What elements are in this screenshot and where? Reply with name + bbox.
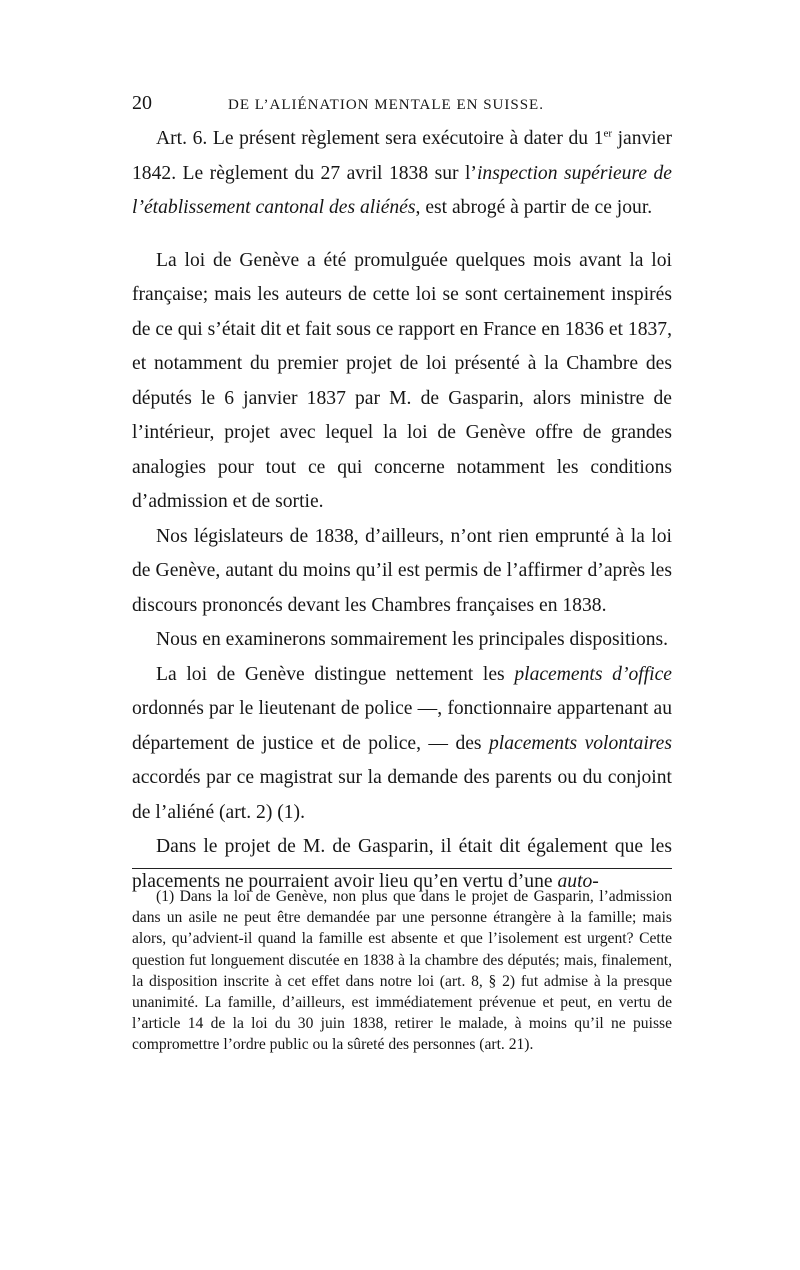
- page-number: 20: [132, 92, 152, 114]
- paragraph-geneva-law: La loi de Genève a été promulguée quelques mois avant la loi française; mais les auteurs de cette loi se sont certainement inspirés de ce qui s’était dit et fait sous ce rapport en France en 1836 et 1837, et notamment du premier projet de loi présenté à la Chambre des députés le 6 janvier 1837 par M. de Gasparin, alors ministre de l’intérieur, projet avec lequel la loi de Genève offre de grandes analogies pour tout ce qui concerne notamment les conditions d’admission et de sortie.: [132, 249, 672, 512]
- running-header: [132, 92, 672, 122]
- footnote: (1) Dans la loi de Genève, non plus que dans le projet de Gasparin, l’admission dans un asile ne peut être demandée par une personne étrangère à la famille; mais alors, qu’advient-il quand la famille est absente et que l’isolement est urgent? Cette question fut longuement discutée en 1838 à la chambre des députés; mais, finalement, la disposition inscrite à cet effet dans notre loi (art. 8, § 2) fut admise à la presque unanimité. La famille, d’ailleurs, est immédiatement prévenue et peut, en vertu de l’article 14 de la loi du 30 juin 1838, retirer le malade, à moins qu’il ne puisse compromettre l’ordre public ou la sûreté des personnes (art. 21).: [132, 888, 672, 1054]
- page-body: [132, 92, 672, 899]
- paragraph-legislators-1838: Nos législateurs de 1838, d’ailleurs, n’ont rien emprunté à la loi de Genève, autant du moins qu’il est permis de l’affirmer d’après les discours prononcés devant les Chambres françaises en 1838.: [132, 525, 672, 616]
- paragraph-placements: La loi de Genève distingue nettement les placements d’office ordonnés par le lieutenant de police —, fonctionnaire appartenant au département de justice et de police, — des placements volontaires accordés par ce magistrat sur la demande des parents ou du conjoint de l’aliéné (art. 2) (1).: [132, 663, 673, 823]
- footnote-divider: [132, 868, 672, 869]
- paragraph-gasparin-project: Dans le projet de M. de Gasparin, il était dit également que les placements ne pourraient avoir lieu qu’en vertu d’une auto-: [132, 836, 672, 892]
- running-title: DE L’ALIÉNATION MENTALE EN SUISSE.: [228, 97, 544, 113]
- paragraph-dispositions: Nous en examinerons sommairement les principales dispositions.: [156, 629, 669, 650]
- paragraph-article-6: Art. 6. Le présent règlement sera exécutoire à dater du 1er janvier 1842. Le règlement du 27 avril 1838 sur l’inspection supérieure de l’établissement cantonal des aliénés, est abrogé à partir de ce jour.: [132, 127, 672, 218]
